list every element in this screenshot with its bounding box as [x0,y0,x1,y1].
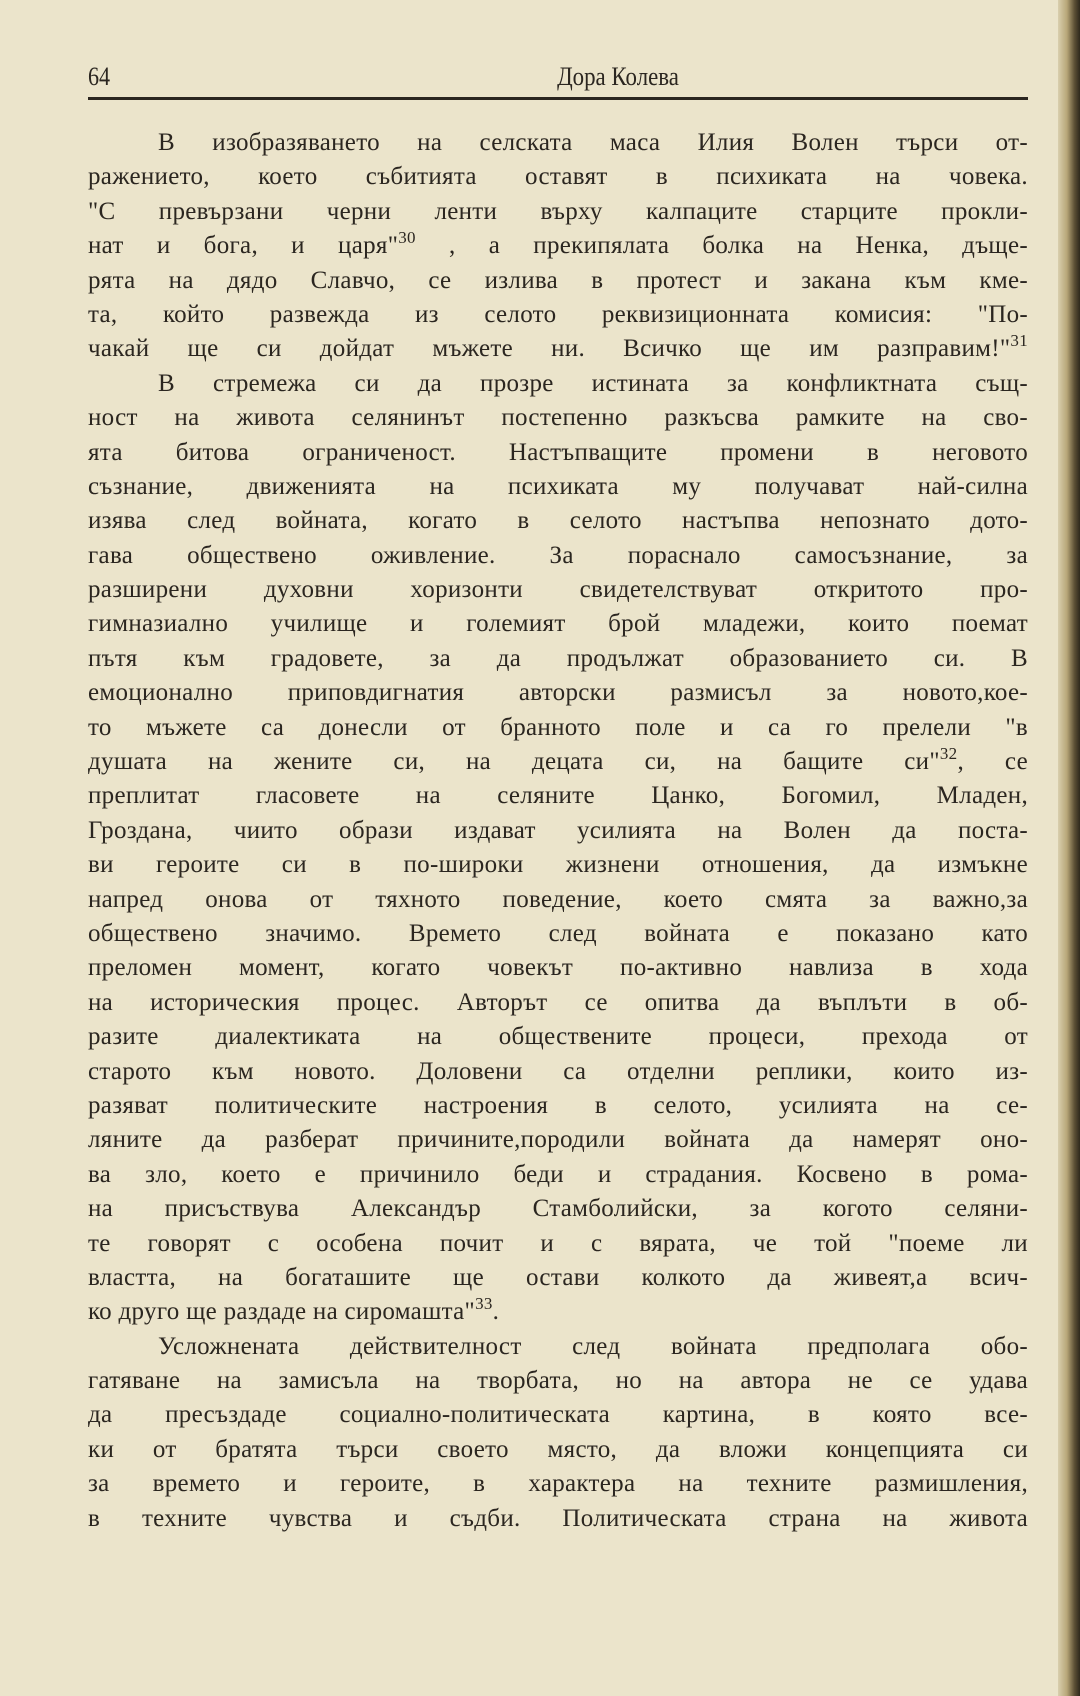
text-line: ност на живота селянинът постепенно разкъсва рамките на сво- [88,404,1028,432]
paragraph [88,1330,1028,1536]
footnote-ref: 33 [475,1294,493,1314]
text-line: властта, на богаташите ще остави колкото да живеят,а всич- [88,1263,1028,1291]
text-line: рята на дядо Славчо, се излива в протест и закана към кме- [88,266,1028,294]
text-line: за времето и героите, в характера на техните размишления, [88,1470,1028,1498]
text-line: в техните чувства и съдби. Политическата страна на живота [88,1504,1028,1532]
text-line: преплитат гласовете на селяните Цанко, Богомил, Младен, [88,782,1028,810]
text-line: ражението, което събитията оставят в психиката на човека. [88,163,1028,191]
text-line: те говорят с особена почит и с вярата, че той "поеме ли [88,1229,1028,1257]
text-line: разяват политическите настроения в селото, усилията на се- [88,1091,1028,1119]
text-line: разите диалектиката на обществените процеси, прехода от [88,1023,1028,1051]
paragraph [88,126,1028,367]
text-line: съзнание, движенията на психиката му получават най-силна [88,472,1028,500]
text-line: на историческия процес. Авторът се опитва да въплъти в об- [88,988,1028,1016]
text-line: ко друго ще раздаде на сиромашта"$^{33}$. [88,1294,500,1326]
text-line: гимназиално училище и големият брой младежи, които поемат [88,610,1028,638]
text-line: душата на жените си, на децата си, на бащите си"$^{32}$, се [88,744,1028,776]
footnote-ref: 30 [398,228,416,248]
page-header [88,58,1026,98]
paragraph [88,367,1028,1330]
text-line: разширени духовни хоризонти свидетелствуват откритото про- [88,576,1028,604]
text-line: емоционално приповдигнатия авторски размисъл за новото,кое- [88,679,1028,707]
text-line: нат и бога, и царя"$^{30}$ , а прекипялата болка на Ненка, дъще- [88,228,1028,260]
text-line: на присъствува Александър Стамболийски, за когото селяни- [88,1195,1028,1223]
text-line: да пресъздаде социално-политическата картина, в която все- [88,1401,1028,1429]
text-line: ви героите си в по-широки жизнени отношения, да измъкне [88,851,1028,879]
page-number: 64 [88,62,111,91]
footnote-ref: 32 [939,744,958,764]
text-line: гатяване на замисъла на творбата, но на автора не се удава [88,1367,1028,1395]
text-line: обществено значимо. Времето след войната е показано като [88,919,1028,947]
text-line: Гроздана, чиито образи издават усилията на Волен да поста- [88,816,1028,844]
text-line: изява след войната, когато в селото настъпва непознато дото- [88,507,1028,535]
text-line: "С превързани черни ленти върху калпаците старците прокли- [88,197,1028,225]
text-line: гава обществено оживление. За порасналo самосъзнание, за [88,541,1028,569]
text-line: та, който развежда из селото реквизиционната комисия: "По- [88,300,1028,328]
text-line: В изобразяването на селската маса Илия Волен търси от- [158,129,1028,156]
text-line: ки от братята търси своето място, да вложи концепцията си [88,1435,1028,1463]
text-line: ята битова ограниченост. Настъпващите промени в неговото [88,438,1028,466]
running-title: Дора Колева [557,62,679,91]
text-line: В стремежа си да прозре истината за конфликтната същ- [158,369,1028,397]
text-line: пътя към градовете, за да продължат образованието си. В [88,644,1028,672]
header-rule [88,97,1028,100]
footnote-ref: 31 [1010,331,1028,351]
page-body [88,126,1028,1536]
text-line: ва зло, което е причинило беди и страдания. Косвено в рома- [88,1160,1028,1188]
text-line: Усложнената действителност след войната предполага обо- [158,1332,1028,1360]
text-line: чакай ще си дойдат мъжете ни. Всичко ще им разправим!"$^{31}$ [88,331,1028,363]
text-line: то мъжете са донесли от бранното поле и са го прелели "в [88,713,1028,741]
text-line: напред онова от тяхното поведение, което смята за важно,за [88,885,1028,913]
text-line: старото към новото. Доловени са отделни реплики, които из- [88,1057,1028,1085]
text-line: ляните да разберат причините,породили войната да намерят оно- [88,1126,1028,1154]
text-line: преломен момент, когато човекът по-активно навлиза в хода [88,954,1028,982]
book-binding-edge [1058,0,1080,1696]
